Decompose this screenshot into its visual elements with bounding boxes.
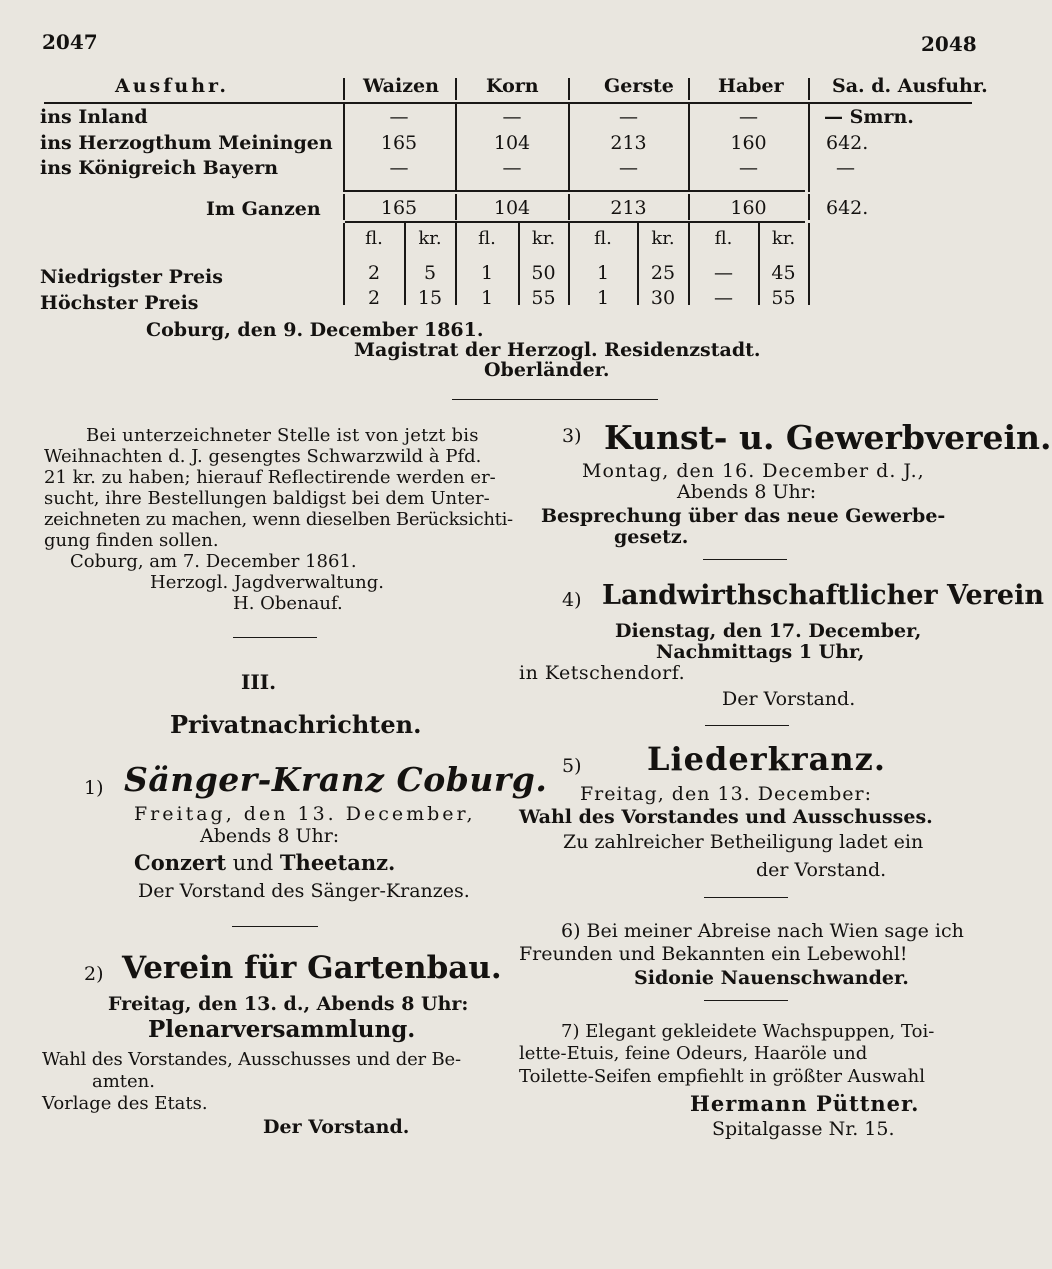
price-cell: 5 xyxy=(423,262,437,284)
column-divider xyxy=(688,78,690,100)
item-invite: Zu zahlreicher Betheiligung ladet ein xyxy=(563,831,924,853)
table-cell: — Smrn. xyxy=(824,106,914,128)
table-cell: — xyxy=(619,106,638,128)
notice-signature: H. Obenauf. xyxy=(233,593,343,614)
divider-rule xyxy=(704,1000,788,1001)
section-title: Privatnachrichten. xyxy=(170,710,422,739)
item-time: Abends 8 Uhr: xyxy=(200,825,340,847)
table-header-summe: Sa. d. Ausfuhr. xyxy=(832,75,988,97)
item-signature: Der Vorstand des Sänger-Kranzes. xyxy=(138,880,470,902)
column-divider xyxy=(455,78,457,100)
unit-header: fl. xyxy=(714,228,733,249)
table-cell: — xyxy=(739,157,758,179)
price-cell: 1 xyxy=(596,287,610,309)
price-cell: 45 xyxy=(771,262,796,284)
item-signature: Der Vorstand. xyxy=(722,688,856,710)
row-label-lowest-price: Niedrigster Preis xyxy=(40,266,223,288)
event-theetanz: Theetanz. xyxy=(279,850,396,875)
column-divider xyxy=(568,78,570,100)
item-topic: gesetz. xyxy=(614,526,689,548)
row-label-total: Im Ganzen xyxy=(206,198,321,220)
table-cell: 642. xyxy=(826,197,869,219)
item-title: Verein für Gartenbau. xyxy=(122,950,502,986)
price-cell: 1 xyxy=(480,262,494,284)
unit-header: kr. xyxy=(418,228,442,249)
divider-rule xyxy=(232,926,318,927)
item-line: 7) Elegant gekleidete Wachspuppen, Toi- xyxy=(561,1021,935,1042)
column-divider xyxy=(808,78,810,100)
item-date: Freitag, den 13. d., Abends 8 Uhr: xyxy=(108,993,469,1015)
item-number: 1) xyxy=(84,777,104,799)
table-cell: — xyxy=(389,157,409,179)
table-header-korn: Korn xyxy=(486,75,539,97)
item-number: 4) xyxy=(562,589,582,611)
price-cell: 55 xyxy=(531,287,556,309)
item-topic: Besprechung über das neue Gewerbe- xyxy=(541,505,946,527)
item-address: Spitalgasse Nr. 15. xyxy=(712,1118,895,1140)
notice-line: sucht, ihre Bestellungen baldigst bei dem Unter- xyxy=(44,488,490,509)
notice-line: Bei unterzeichneter Stelle ist von jetzt bis xyxy=(86,425,479,446)
item-time: Abends 8 Uhr: xyxy=(677,481,817,503)
divider-rule xyxy=(703,559,787,560)
item-signature: Der Vorstand. xyxy=(263,1116,410,1138)
page-number-right: 2048 xyxy=(921,32,977,56)
table-authority: Magistrat der Herzogl. Residenzstadt. xyxy=(354,339,761,361)
item-line: Toilette-Seifen empfiehlt in größter Auswahl xyxy=(519,1066,925,1087)
price-cell: 50 xyxy=(531,262,556,284)
table-signature: Oberländer. xyxy=(484,359,610,381)
price-cell: 30 xyxy=(650,287,676,309)
row-label-inland: ins Inland xyxy=(40,106,148,128)
divider-rule xyxy=(233,637,317,638)
item-line: Freunden und Bekannten ein Lebewohl! xyxy=(519,943,908,965)
item-place: in Ketschendorf. xyxy=(519,662,686,684)
table-total-rule xyxy=(345,190,805,192)
item-title: Kunst- u. Gewerbverein. xyxy=(604,418,1052,457)
table-cell: — xyxy=(739,106,758,128)
item-event: Plenarversammlung. xyxy=(148,1016,416,1043)
table-cell: 160 xyxy=(730,197,767,219)
column-divider xyxy=(808,104,810,192)
unit-header: fl. xyxy=(365,228,383,249)
unit-header: kr. xyxy=(651,228,675,249)
unit-header: kr. xyxy=(531,228,556,249)
table-header-ausfuhr: Ausfuhr. xyxy=(115,75,229,97)
item-signature: Sidonie Nauenschwander. xyxy=(634,967,909,989)
divider-rule xyxy=(452,399,658,400)
event-conzert: Conzert xyxy=(134,850,227,875)
unit-header: kr. xyxy=(771,228,796,249)
table-cell: 213 xyxy=(610,132,647,154)
item-date: Montag, den 16. December d. J., xyxy=(582,460,925,482)
table-header-gerste: Gerste xyxy=(604,75,674,97)
price-cell: 25 xyxy=(650,262,676,284)
price-cell: — xyxy=(714,287,733,309)
item-number: 2) xyxy=(84,963,104,985)
notice-office: Herzogl. Jagdverwaltung. xyxy=(150,572,384,593)
item-date: Freitag, den 13. December: xyxy=(580,783,872,805)
table-cell: 642. xyxy=(826,132,869,154)
notice-line: Weihnachten d. J. gesengtes Schwarzwild à Pfd. xyxy=(44,446,482,467)
notice-line: 21 kr. zu haben; hierauf Reflectirende werden er- xyxy=(44,467,496,488)
price-cell: 1 xyxy=(480,287,494,309)
table-header-haber: Haber xyxy=(718,75,784,97)
table-cell: 213 xyxy=(610,197,647,219)
table-cell: — xyxy=(502,106,522,128)
table-price-rule xyxy=(345,221,805,223)
item-line: lette-Etuis, feine Odeurs, Haaröle und xyxy=(519,1043,868,1064)
row-label-meiningen: ins Herzogthum Meiningen xyxy=(40,132,333,154)
table-cell: — xyxy=(619,157,638,179)
price-cell: — xyxy=(714,262,733,284)
column-divider xyxy=(808,223,810,305)
price-cell: 2 xyxy=(367,287,381,309)
item-date: Freitag, den 13. December, xyxy=(134,803,476,825)
item-title: Landwirthschaftlicher Verein xyxy=(602,580,1044,611)
column-divider xyxy=(343,78,345,100)
table-cell: — xyxy=(502,157,522,179)
item-line: 6) Bei meiner Abreise nach Wien sage ich xyxy=(561,920,964,942)
unit-header: fl. xyxy=(478,228,496,249)
table-cell: — xyxy=(389,106,409,128)
table-cell: 165 xyxy=(380,197,418,219)
item-number: 5) xyxy=(562,755,582,777)
notice-place-date: Coburg, am 7. December 1861. xyxy=(70,551,357,572)
table-cell: 165 xyxy=(380,132,418,154)
item-signature: der Vorstand. xyxy=(756,859,887,881)
row-label-bayern: ins Königreich Bayern xyxy=(40,157,279,179)
price-cell: 2 xyxy=(367,262,381,284)
table-cell: 104 xyxy=(493,132,531,154)
table-cell: 160 xyxy=(730,132,767,154)
divider-rule xyxy=(705,725,789,726)
divider-rule xyxy=(704,897,788,898)
item-event xyxy=(134,850,395,875)
item-date: Dienstag, den 17. December, xyxy=(615,620,922,642)
item-number: 3) xyxy=(562,425,582,447)
page-number-left: 2047 xyxy=(42,30,98,54)
table-cell: — xyxy=(836,157,855,179)
table-header-waizen: Waizen xyxy=(363,75,439,97)
notice-line: zeichneten zu machen, wenn dieselben Berücksichti- xyxy=(44,509,513,530)
item-line: Vorlage des Etats. xyxy=(42,1093,208,1114)
notice-line: gung finden sollen. xyxy=(44,530,219,551)
table-header-rule xyxy=(44,102,972,104)
price-cell: 15 xyxy=(417,287,443,309)
section-number: III. xyxy=(241,670,277,694)
column-divider xyxy=(808,194,810,220)
price-cell: 1 xyxy=(596,262,610,284)
table-cell: 104 xyxy=(493,197,531,219)
item-topic: Wahl des Vorstandes und Ausschusses. xyxy=(519,806,933,828)
row-label-highest-price: Höchster Preis xyxy=(40,292,199,314)
table-place-date: Coburg, den 9. December 1861. xyxy=(146,319,484,341)
item-line: Wahl des Vorstandes, Ausschusses und der Be- xyxy=(42,1049,461,1070)
unit-header: fl. xyxy=(594,228,612,249)
item-title: Liederkranz. xyxy=(647,740,886,778)
item-line: amten. xyxy=(92,1071,155,1092)
event-und: und xyxy=(232,851,274,875)
item-title: Sänger-Kranz Coburg. xyxy=(124,760,548,799)
item-time: Nachmittags 1 Uhr, xyxy=(656,641,865,663)
item-signature: Hermann Püttner. xyxy=(690,1091,920,1116)
price-cell: 55 xyxy=(771,287,796,309)
